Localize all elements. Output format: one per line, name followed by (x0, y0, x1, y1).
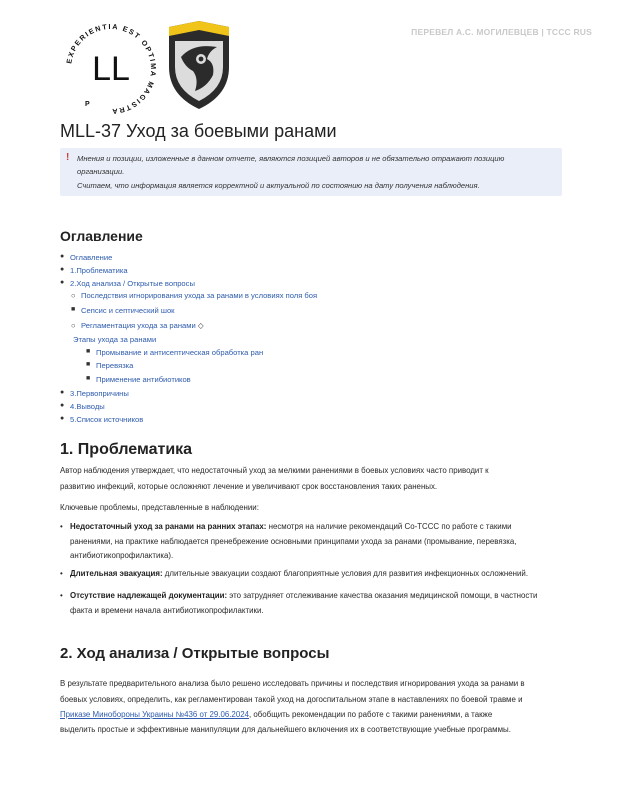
order-436-link[interactable]: Приказе Минобороны Украины №436 от 29.06.2024 (60, 710, 249, 719)
section-2-line-1: В результате предварительного анализа было решено исследовать причины и последствия игнорирования ухода за ранами в (60, 679, 525, 688)
section-2-line-2: боевых условиях, определить, как регламентирован такой уход на догоспитальном этапе в наставлениях по боевой травме и (60, 695, 523, 704)
disclaimer-line-1: Мнения и позиции, изложенные в данном отчете, являются позицией авторов и не обязательно отражают позицию (77, 154, 505, 163)
disclaimer-box (60, 148, 562, 196)
disclaimer-line-2: Считаем, что информация является корректной и актуальной по состоянию на дату получения наблюдения. (77, 181, 480, 190)
lessons-learned-logo (56, 14, 166, 124)
section-2-line-3: Приказе Минобороны Украины №436 от 29.06.2024, обобщить рекомендации по работе с такими ранениями, а также (60, 710, 493, 719)
toc-link[interactable]: ● 4.Выводы (60, 402, 105, 411)
translator-note: ПЕРЕВЕЛ А.С. МОГИЛЕВЦЕВ | TCCC RUS (411, 27, 592, 37)
section-2-line-4: выделить простые и эффективные манипуляции для дальнейшего включения их в соответствующие учебные программы. (60, 725, 511, 734)
toc-link[interactable]: ■ Промывание и антисептическая обработка ран (86, 348, 264, 357)
toc-link[interactable]: ● 1.Проблематика (60, 266, 128, 275)
toc-link[interactable]: ○ Последствия игнорирования ухода за ранами в условиях поля боя (71, 291, 318, 300)
document-title: MLL-37 Уход за боевыми ранами (60, 121, 337, 141)
toc-link[interactable]: ● 3.Первопричины (60, 389, 129, 398)
disclaimer-line-1b: организации. (77, 167, 125, 176)
logo-letters: LL (92, 50, 130, 88)
toc-link[interactable]: ○ Регламентация ухода за ранами ◇ (71, 321, 204, 330)
problem-bullet: • Отсутствие надлежащей документации: это затрудняет отслеживание качества оказания медицинской помощи, в частности факта и времени начала антибиотикопрофилактики. (60, 591, 538, 615)
exclamation-icon: ! (66, 152, 70, 163)
section-2-heading: 2. Ход анализа / Открытые вопросы (60, 645, 330, 662)
toc-link[interactable]: ■ Применение антибиотиков (86, 375, 191, 384)
section-1-intro-line-1: Автор наблюдения утверждает, что недостаточный уход за мелкими ранениями в боевых условиях часто приводит к (60, 466, 489, 475)
toc-link[interactable]: ■ Перевязка (86, 361, 134, 370)
toc-link[interactable]: ● 2.Ход анализа / Открытые вопросы (60, 279, 195, 288)
section-1-lead: Ключевые проблемы, представленные в наблюдении: (60, 503, 259, 512)
toc-link[interactable]: Этапы ухода за ранами (73, 335, 157, 344)
toc-heading: Оглавление (60, 228, 143, 244)
toc-link[interactable]: ● 5.Список источников (60, 415, 144, 424)
eagle-shield-emblem (163, 17, 235, 112)
problem-bullet: • Длительная эвакуация: длительные эвакуации создают благоприятные условия для развития инфекционных осложнений. (60, 569, 529, 578)
section-1-intro-line-2: развитию инфекций, которые осложняют лечение и увеличивают срок восстановления таких раненых. (60, 482, 438, 491)
logo-ring-text: EXPERIENTIA EST OPTIMA MAGISTRA (64, 21, 159, 117)
toc-link[interactable]: ● Оглавление (60, 253, 113, 262)
section-1-heading: 1. Проблематика (60, 441, 193, 458)
toc-link[interactable]: ■ Сепсис и септический шок (71, 306, 175, 315)
logo-small-mark: P (85, 101, 90, 108)
problem-bullet: • Недостаточный уход за ранами на ранних этапах: несмотря на наличие рекомендаций Co-TCCC по работе с такими ранениями, на практике наблюдается пренебрежение основными принципами ухода за ранами (промывание, перевязка, антибиотикопрофилактика). (60, 522, 517, 560)
